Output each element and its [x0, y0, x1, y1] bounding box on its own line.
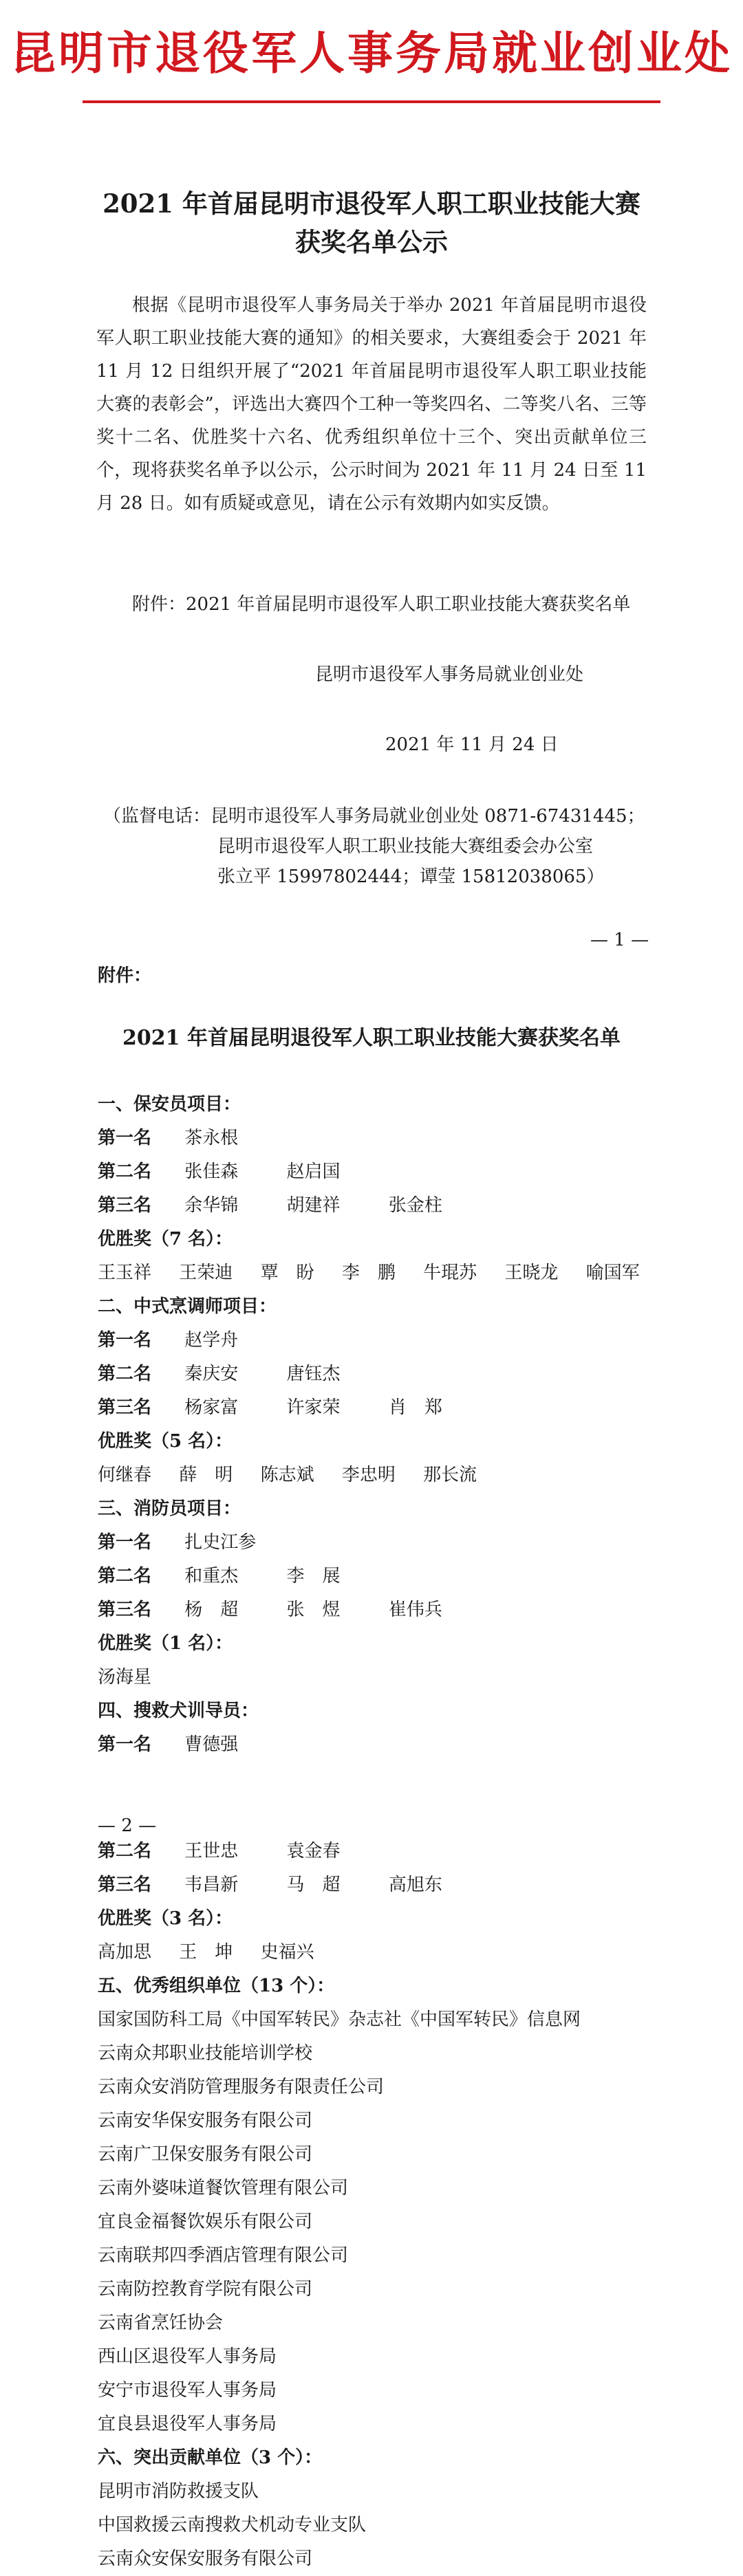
rank-label: 第三名: [98, 1600, 152, 1620]
attachment-note: 附件：2021 年首届昆明市退役军人职工职业技能大赛获奖名单: [132, 594, 631, 615]
contributor-item: 云南众安保安服务有限公司: [98, 2548, 313, 2569]
award-list-part2: [98, 1835, 648, 2576]
signature-date: 2021 年 11 月 24 日: [385, 734, 559, 755]
winner-name: 张 煜: [286, 1600, 341, 1620]
contributor-item: 昆明市消防救援支队: [98, 2481, 259, 2502]
merit-names-row: [98, 1661, 648, 1694]
rank-row: [98, 1155, 648, 1189]
winner-name: 马 超: [286, 1875, 341, 1895]
winner-name: 茶永根: [184, 1128, 239, 1148]
rank-label: 第三名: [98, 1875, 152, 1895]
winner-name: 扎史江参: [184, 1532, 257, 1553]
merit-name: 汤海星: [98, 1667, 152, 1688]
organization-item: 云南安华保安服务有限公司: [98, 2110, 313, 2131]
winner-name: 唐钰杰: [286, 1364, 341, 1384]
letterhead-title: 昆明市退役军人事务局就业创业处: [10, 26, 733, 80]
section-heading: 五、优秀组织单位（13 个）：: [98, 1976, 335, 1996]
merit-name: 李 鹏: [341, 1263, 396, 1283]
section-heading: 四、搜救犬训导员：: [98, 1701, 259, 1721]
winner-name: 张佳森: [184, 1161, 239, 1182]
contributor-item: 中国救援云南搜救犬机动专业支队: [98, 2515, 367, 2535]
rank-row: [98, 1189, 648, 1223]
award-list-title: 2021 年首届昆明退役军人职工职业技能大赛获奖名单: [122, 1026, 621, 1050]
rank-label: 第二名: [98, 1364, 152, 1384]
rank-row: [98, 1593, 648, 1627]
supervision-contacts: [103, 801, 645, 892]
rank-label: 第一名: [98, 1532, 152, 1553]
winner-name: 赵学舟: [184, 1330, 239, 1351]
notice-title-line2: 获奖名单公示: [295, 227, 448, 257]
winner-name: 秦庆安: [184, 1364, 239, 1384]
award-list-part1: [98, 1088, 648, 1762]
winner-name: 曹德强: [184, 1734, 239, 1755]
organization-item: 云南外婆味道餐饮管理有限公司: [98, 2178, 349, 2198]
rank-label: 第一名: [98, 1734, 152, 1755]
winner-name: 和重杰: [184, 1566, 239, 1586]
organization-item: 云南省烹饪协会: [98, 2313, 224, 2333]
winner-name: 王世忠: [184, 1841, 239, 1862]
signature-org: 昆明市退役军人事务局就业创业处: [315, 664, 584, 685]
winner-name: 赵启国: [286, 1161, 341, 1182]
supervision-line: 张立平 15997802444；谭莹 15812038065）: [217, 866, 605, 887]
winner-name: 高旭东: [388, 1875, 442, 1895]
merit-names-row: [98, 1936, 648, 1969]
organization-item: 安宁市退役军人事务局: [98, 2380, 277, 2401]
notice-title: [0, 184, 743, 261]
rank-label: 第一名: [98, 1128, 152, 1148]
supervision-line: 昆明市退役军人职工职业技能大赛组委会办公室: [217, 836, 594, 857]
merit-name: 薛 明: [179, 1465, 233, 1485]
rank-label: 第一名: [98, 1330, 152, 1351]
winner-name: 胡建祥: [286, 1195, 341, 1216]
merit-name: 何继春: [98, 1465, 152, 1485]
section-heading: 二、中式烹调师项目：: [98, 1296, 277, 1317]
rank-row: [98, 1728, 648, 1762]
letterhead-red-rule: [83, 100, 660, 103]
merit-award-heading: 优胜奖（5 名）：: [98, 1431, 233, 1452]
merit-name: 王荣迪: [179, 1263, 233, 1283]
rank-row: [98, 1560, 648, 1593]
merit-names-row: [98, 1459, 648, 1492]
organization-item: 云南广卫保安服务有限公司: [98, 2144, 313, 2165]
merit-award-heading: 优胜奖（3 名）：: [98, 1908, 233, 1929]
merit-names-row: [98, 1256, 648, 1290]
organization-item: 宜良金福餐饮娱乐有限公司: [98, 2212, 313, 2232]
rank-label: 第三名: [98, 1397, 152, 1418]
winner-name: 肖 郑: [388, 1397, 442, 1418]
rank-row: [98, 1391, 648, 1425]
winner-name: 余华锦: [184, 1195, 239, 1216]
rank-row: [98, 1122, 648, 1155]
section-heading: 六、突出贡献单位（3 个）：: [98, 2447, 323, 2468]
winner-name: 杨家富: [184, 1397, 239, 1418]
merit-name: 王 坤: [179, 1942, 233, 1963]
merit-name: 李忠明: [341, 1465, 396, 1485]
merit-name: 高加思: [98, 1942, 152, 1963]
organization-item: 云南众安消防管理服务有限责任公司: [98, 2077, 385, 2097]
merit-name: 王玉祥: [98, 1263, 152, 1283]
organization-item: 西山区退役军人事务局: [98, 2346, 277, 2367]
merit-name: 史福兴: [260, 1942, 314, 1963]
winner-name: 张金柱: [388, 1195, 442, 1216]
merit-name: 覃 盼: [260, 1263, 314, 1283]
rank-label: 第二名: [98, 1566, 152, 1586]
organization-item: 云南防控教育学院有限公司: [98, 2279, 313, 2300]
section-heading: 一、保安员项目：: [98, 1094, 241, 1115]
page-number: — 1 —: [590, 930, 649, 950]
rank-label: 第二名: [98, 1161, 152, 1182]
organization-item: 国家国防科工局《中国军转民》杂志社《中国军转民》信息网: [98, 2009, 581, 2030]
rank-label: 第二名: [98, 1841, 152, 1862]
merit-name: 牛琨苏: [423, 1263, 477, 1283]
winner-name: 袁金春: [286, 1841, 341, 1862]
notice-title-line1: 2021 年首届昆明市退役军人职工职业技能大赛: [103, 188, 640, 219]
rank-row: [98, 1835, 648, 1868]
winner-name: 许家荣: [286, 1397, 341, 1418]
rank-row: [98, 1526, 648, 1560]
organization-item: 宜良县退役军人事务局: [98, 2414, 277, 2434]
merit-name: 那长流: [423, 1465, 477, 1485]
organization-item: 云南众邦职业技能培训学校: [98, 2043, 313, 2064]
merit-name: 陈志斌: [260, 1465, 314, 1485]
supervision-line: （监督电话：昆明市退役军人事务局就业创业处 0871-67431445；: [103, 806, 645, 827]
merit-name: 王晓龙: [504, 1263, 559, 1283]
merit-award-heading: 优胜奖（1 名）：: [98, 1633, 233, 1654]
notice-body: 根据《昆明市退役军人事务局关于举办 2021 年首届昆明市退役军人职工职业技能大赛的通知》的相关要求，大赛组委会于 2021 年 11 月 12 日组织开展了“2021 年首届昆明市退役军人职工职业技能大赛的表彰会”，评选出大赛四个工种一等奖四名、二等奖八名、三等奖十二名、优胜奖十六名、优秀组织单位十三个、突出贡献单位三个，现将获奖名单予以公示，公示时间为 2021 年 11 月 24 日至 11 月 28 日。如有质疑或意见，请在公示有效期内如实反馈。: [96, 295, 647, 514]
winner-name: 韦昌新: [184, 1875, 239, 1895]
attachment-label: 附件：: [98, 965, 152, 986]
organization-item: 云南联邦四季酒店管理有限公司: [98, 2245, 349, 2266]
page-number: — 2 —: [98, 1815, 157, 1836]
rank-row: [98, 1324, 648, 1357]
winner-name: 杨 超: [184, 1600, 239, 1620]
merit-award-heading: 优胜奖（7 名）：: [98, 1229, 233, 1249]
rank-row: [98, 1357, 648, 1391]
winner-name: 崔伟兵: [388, 1600, 442, 1620]
merit-name: 喻国军: [585, 1263, 640, 1283]
section-heading: 三、消防员项目：: [98, 1498, 241, 1519]
winner-name: 李 展: [286, 1566, 341, 1586]
rank-label: 第三名: [98, 1195, 152, 1216]
rank-row: [98, 1868, 648, 1902]
